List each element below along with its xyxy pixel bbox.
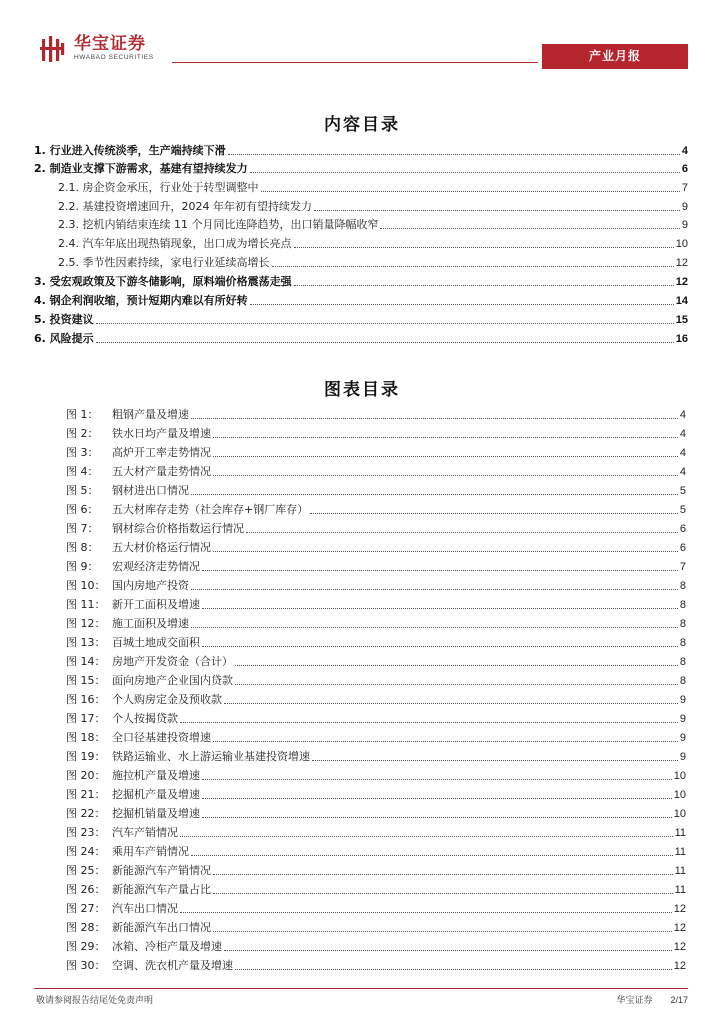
figure-entry[interactable] [66, 919, 686, 935]
figure-page: 8 [679, 656, 686, 668]
figure-page: 9 [679, 694, 686, 706]
figure-page: 11 [674, 846, 686, 858]
leader-dots [202, 817, 672, 818]
toc-entry-label: 3. 受宏观政策及下游冬储影响，原料端价格震荡走强 [34, 275, 292, 288]
figure-label: 个人按揭贷款 [112, 712, 178, 725]
leader-dots [314, 210, 680, 211]
leader-dots [96, 342, 674, 343]
figure-page: 12 [673, 960, 686, 972]
figure-page: 11 [674, 865, 686, 877]
figure-entry[interactable] [66, 672, 686, 688]
figure-label: 百城土地成交面积 [112, 636, 200, 649]
toc-entry-page: 6 [681, 163, 688, 175]
figure-page: 8 [679, 618, 686, 630]
footer-divider [34, 988, 688, 989]
figure-entry[interactable] [66, 653, 686, 669]
figure-page: 12 [673, 903, 686, 915]
figure-entry[interactable] [66, 957, 686, 973]
figure-label: 铁路运输业、水上游运输业基建投资增速 [112, 750, 310, 763]
figure-page: 8 [679, 580, 686, 592]
figure-entry[interactable] [66, 558, 686, 574]
leader-dots [235, 684, 678, 685]
toc-subentry[interactable] [58, 254, 688, 270]
leader-dots [191, 855, 673, 856]
toc-entry-page: 15 [675, 314, 688, 326]
toc-entry[interactable] [34, 330, 688, 346]
toc-entry-label: 2.2. 基建投资增速回升，2024 年年初有望持续发力 [58, 200, 312, 213]
figure-page: 8 [679, 599, 686, 611]
figure-number: 图 11： [66, 598, 106, 611]
figure-entry[interactable] [66, 748, 686, 764]
toc-subentry[interactable] [58, 179, 688, 195]
leader-dots [213, 893, 673, 894]
figure-page: 7 [679, 561, 686, 573]
figure-number: 图 19： [66, 750, 106, 763]
toc-entry[interactable] [34, 311, 688, 327]
figure-page: 5 [679, 504, 686, 516]
figure-number: 图 20： [66, 769, 106, 782]
figure-label: 施工面积及增速 [112, 617, 189, 630]
figure-number: 图 13： [66, 636, 106, 649]
figure-number: 图 23： [66, 826, 106, 839]
figure-page: 9 [679, 713, 686, 725]
leader-dots [96, 323, 674, 324]
figure-page: 4 [679, 409, 686, 421]
figure-number: 图 28： [66, 921, 106, 934]
leader-dots [235, 665, 678, 666]
figure-label: 挖掘机销量及增速 [112, 807, 200, 820]
figure-page: 12 [673, 922, 686, 934]
figure-label: 挖掘机产量及增速 [112, 788, 200, 801]
company-logo [40, 35, 154, 63]
leader-dots [224, 703, 678, 704]
leader-dots [191, 418, 678, 419]
figure-number: 图 30： [66, 959, 106, 972]
figure-number: 图 1： [66, 408, 99, 421]
leader-dots [202, 779, 672, 780]
toc-entry-page: 14 [675, 295, 688, 307]
logo-english-name: HWABAO SECURITIES [74, 54, 154, 61]
figure-number: 图 9： [66, 560, 99, 573]
page-header [0, 0, 724, 80]
figure-label: 粗钢产量及增速 [112, 408, 189, 421]
toc-entry-label: 5. 投资建议 [34, 313, 94, 326]
figure-label: 个人购房定金及预收款 [112, 693, 222, 706]
page-number: 2/17 [670, 995, 688, 1005]
figure-number: 图 6： [66, 503, 99, 516]
leader-dots [224, 950, 672, 951]
leader-dots [213, 874, 673, 875]
leader-dots [202, 608, 678, 609]
toc-entry-page: 10 [675, 238, 688, 250]
figure-page: 11 [674, 827, 686, 839]
figure-entry[interactable] [66, 843, 686, 859]
figure-entry[interactable] [66, 786, 686, 802]
figure-number: 图 29： [66, 940, 106, 953]
figure-page: 5 [679, 485, 686, 497]
figure-entry[interactable] [66, 710, 686, 726]
figure-label: 五大材价格运行情况 [112, 541, 211, 554]
leader-dots [202, 646, 678, 647]
figure-label: 钢材进出口情况 [112, 484, 189, 497]
figure-number: 图 4： [66, 465, 99, 478]
toc-subentry[interactable] [58, 198, 688, 214]
figure-label: 面向房地产企业国内贷款 [112, 674, 233, 687]
leader-dots [261, 191, 680, 192]
figure-page: 11 [674, 884, 686, 896]
figure-page: 8 [679, 675, 686, 687]
figure-page: 4 [679, 447, 686, 459]
figure-entry[interactable] [66, 900, 686, 916]
figure-label: 铁水日均产量及增速 [112, 427, 211, 440]
toc-entry-label: 1. 行业进入传统淡季，生产端持续下滑 [34, 144, 226, 157]
figure-page: 8 [679, 637, 686, 649]
toc-entry-label: 2.3. 挖机内销结束连续 11 个月同比连降趋势，出口销量降幅收窄 [58, 218, 379, 231]
figure-page: 10 [673, 808, 686, 820]
figure-label: 高炉开工率走势情况 [112, 446, 211, 459]
leader-dots [250, 172, 680, 173]
figure-page: 9 [679, 751, 686, 763]
toc-entry-page: 12 [675, 257, 688, 269]
toc-entry[interactable] [34, 142, 688, 158]
leader-dots [191, 494, 678, 495]
figure-label: 钢材综合价格指数运行情况 [112, 522, 244, 535]
toc-entry-page: 4 [681, 145, 688, 157]
figure-entry[interactable] [66, 881, 686, 897]
leader-dots [228, 154, 680, 155]
figure-number: 图 8： [66, 541, 99, 554]
footer-disclaimer: 敬请参阅报告结尾处免责声明 [36, 996, 154, 1006]
toc-entry-label: 2.1. 房企资金承压，行业处于转型调整中 [58, 181, 259, 194]
figure-number: 图 16： [66, 693, 106, 706]
figure-label: 五大材库存走势（社会库存+钢厂库存） [112, 503, 309, 516]
figure-number: 图 12： [66, 617, 106, 630]
figure-label: 空调、洗衣机产量及增速 [112, 959, 233, 972]
figure-page: 10 [673, 770, 686, 782]
figure-entry[interactable] [66, 634, 686, 650]
toc-subentry[interactable] [58, 216, 688, 232]
figure-entry[interactable] [66, 482, 686, 498]
figure-number: 图 7： [66, 522, 99, 535]
leader-dots [246, 532, 678, 533]
leader-dots [213, 741, 678, 742]
figure-page: 4 [679, 466, 686, 478]
leader-dots [180, 836, 673, 837]
leader-dots [213, 931, 672, 932]
figure-entry[interactable] [66, 444, 686, 460]
figure-page: 6 [679, 542, 686, 554]
figure-label: 新能源汽车出口情况 [112, 921, 211, 934]
figure-label: 五大材产量走势情况 [112, 465, 211, 478]
toc-entry-page: 12 [675, 276, 688, 288]
logo-chinese-name: 华宝证券 [74, 34, 146, 54]
figure-number: 图 17： [66, 712, 106, 725]
toc-entry-label: 6. 风险提示 [34, 332, 94, 345]
figure-label: 国内房地产投资 [112, 579, 189, 592]
toc-subentry[interactable] [58, 235, 688, 251]
leader-dots [191, 627, 678, 628]
toc-entry[interactable] [34, 273, 688, 289]
figure-entry[interactable] [66, 805, 686, 821]
toc-entry-page: 9 [681, 219, 688, 231]
toc-entry[interactable] [34, 160, 688, 176]
figure-label: 冰箱、冷柜产量及增速 [112, 940, 222, 953]
leader-dots [180, 722, 678, 723]
leader-dots [191, 589, 678, 590]
leader-dots [310, 513, 678, 514]
figure-label: 全口径基建投资增速 [112, 731, 211, 744]
toc-entry-label: 2. 制造业支撑下游需求，基建有望持续发力 [34, 162, 248, 175]
figure-entry[interactable] [66, 406, 686, 422]
figure-entry[interactable] [66, 463, 686, 479]
figure-entry[interactable] [66, 824, 686, 840]
figure-number: 图 3： [66, 446, 99, 459]
figure-number: 图 24： [66, 845, 106, 858]
toc-entry-page: 9 [681, 201, 688, 213]
figure-number: 图 14： [66, 655, 106, 668]
leader-dots [213, 475, 678, 476]
report-type-badge: 产业月报 [542, 44, 688, 69]
figure-number: 图 15： [66, 674, 106, 687]
figure-page: 12 [673, 941, 686, 953]
figures-title: 图表目录 [324, 380, 400, 400]
figure-number: 图 27： [66, 902, 106, 915]
contents-title: 内容目录 [324, 115, 400, 135]
toc-entry-label: 2.5. 季节性因素持续，家电行业延续高增长 [58, 256, 270, 269]
leader-dots [202, 798, 672, 799]
leader-dots [213, 437, 678, 438]
figure-number: 图 26： [66, 883, 106, 896]
figure-label: 汽车产销情况 [112, 826, 178, 839]
figure-page: 6 [679, 523, 686, 535]
toc-entry[interactable] [34, 292, 688, 308]
figure-number: 图 18： [66, 731, 106, 744]
figure-entry[interactable] [66, 729, 686, 745]
figure-entry[interactable] [66, 862, 686, 878]
figure-entry[interactable] [66, 938, 686, 954]
figure-label: 新开工面积及增速 [112, 598, 200, 611]
figure-number: 图 2： [66, 427, 99, 440]
toc-entry-label: 4. 钢企利润收缩，预计短期内难以有所好转 [34, 294, 248, 307]
figure-number: 图 10： [66, 579, 106, 592]
leader-dots [202, 570, 678, 571]
leader-dots [380, 228, 679, 229]
toc-entry-label: 2.4. 汽车年底出现热销现象，出口成为增长亮点 [58, 237, 292, 250]
figure-label: 房地产开发资金（合计） [112, 655, 233, 668]
leader-dots [213, 456, 678, 457]
footer-info [598, 993, 688, 1006]
figure-entry[interactable] [66, 767, 686, 783]
figure-number: 图 25： [66, 864, 106, 877]
leader-dots [294, 247, 674, 248]
figure-entry[interactable] [66, 596, 686, 612]
figure-page: 10 [673, 789, 686, 801]
figure-label: 乘用车产销情况 [112, 845, 189, 858]
figure-label: 新能源汽车产销情况 [112, 864, 211, 877]
leader-dots [250, 304, 674, 305]
leader-dots [312, 760, 678, 761]
figure-label: 新能源汽车产量占比 [112, 883, 211, 896]
figure-number: 图 22： [66, 807, 106, 820]
footer-company: 华宝证券 [616, 995, 653, 1005]
figure-label: 汽车出口情况 [112, 902, 178, 915]
header-divider [172, 62, 538, 63]
leader-dots [235, 969, 672, 970]
figure-entry[interactable] [66, 577, 686, 593]
leader-dots [180, 912, 672, 913]
figure-page: 4 [679, 428, 686, 440]
figure-label: 施拉机产量及增速 [112, 769, 200, 782]
toc-entry-page: 7 [681, 182, 688, 194]
figure-entry[interactable] [66, 501, 686, 517]
figure-entry[interactable] [66, 520, 686, 536]
figure-number: 图 5： [66, 484, 99, 497]
figure-number: 图 21： [66, 788, 106, 801]
leader-dots [294, 285, 674, 286]
leader-dots [272, 266, 674, 267]
figure-page: 9 [679, 732, 686, 744]
figure-entry[interactable] [66, 539, 686, 555]
leader-dots [213, 551, 678, 552]
figure-entry[interactable] [66, 615, 686, 631]
figure-label: 宏观经济走势情况 [112, 560, 200, 573]
figure-entry[interactable] [66, 691, 686, 707]
figure-entry[interactable] [66, 425, 686, 441]
toc-entry-page: 16 [675, 333, 688, 345]
hwabao-logo-icon [40, 35, 68, 63]
